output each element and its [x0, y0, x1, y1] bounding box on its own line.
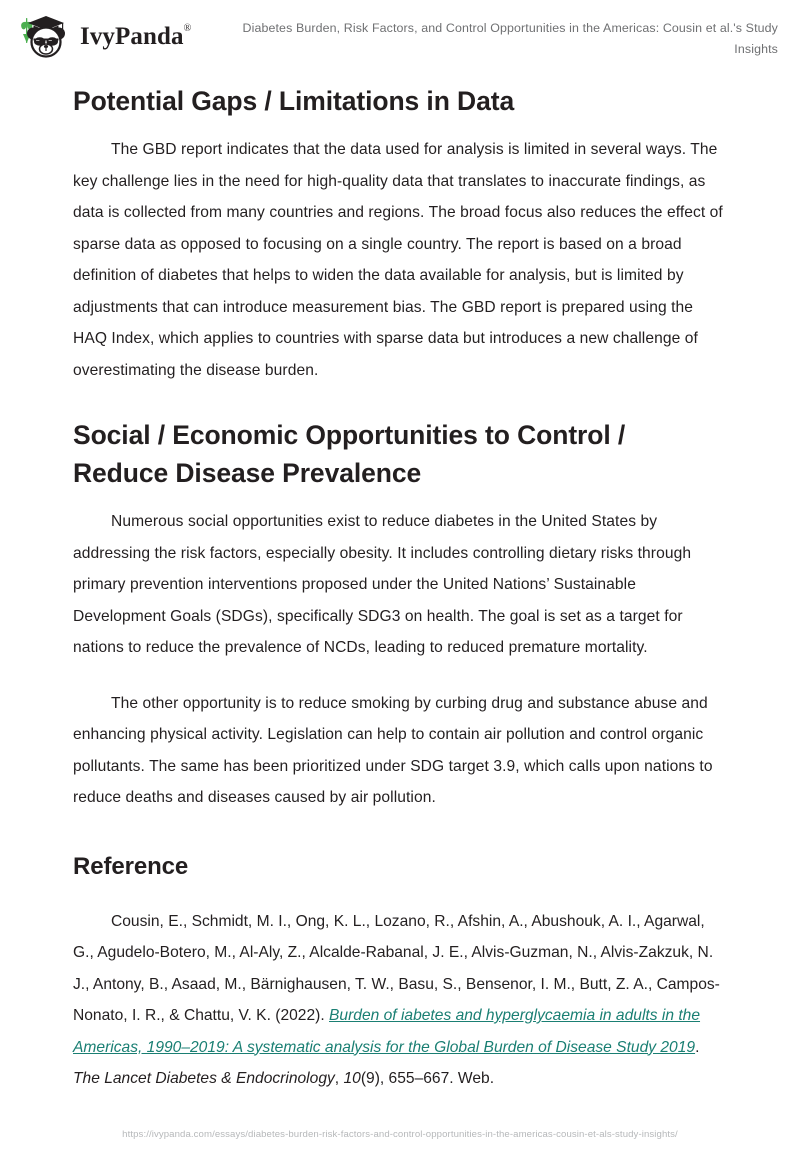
reference-volume-comma: ,	[334, 1070, 344, 1087]
page-footer-url[interactable]: https://ivypanda.com/essays/diabetes-burden-risk-factors-and-control-opportunities-in-the-americas-cousin-et-als-study-insights/	[122, 1129, 678, 1140]
brand-wordmark	[80, 24, 191, 49]
reference-issue-pages: (9), 655–667. Web.	[360, 1070, 495, 1087]
section-heading-reference: Reference	[73, 852, 189, 880]
document-body	[73, 68, 725, 1095]
running-title: Diabetes Burden, Risk Factors, and Control Opportunities in the Americas: Cousin et al.'s Study Insights	[242, 21, 778, 56]
brand-trademark-symbol: ®	[183, 22, 192, 34]
brand-name-text: IvyPanda	[80, 22, 184, 50]
reference-journal: The Lancet Diabetes & Endocrinology	[73, 1070, 335, 1087]
page-header	[0, 0, 800, 66]
section-heading-limitations: Potential Gaps / Limitations in Data	[73, 86, 515, 116]
section-heading-opportunities: Social / Economic Opportunities to Control / Reduce Disease Prevalence	[73, 420, 626, 488]
panda-graduate-logo-icon	[18, 10, 74, 60]
paragraph-smoking-opportunity: The other opportunity is to reduce smoking by curbing drug and substance abuse and enhancing physical activity. Legislation can help to contain air pollution and control organic pollutants. The same has been prioritized under SDG target 3.9, which calls upon nations to reduce deaths and diseases caused by air pollution.	[73, 694, 713, 806]
reference-authors: Cousin, E., Schmidt, M. I., Ong, K. L., Lozano, R., Afshin, A., Abushouk, A. I., Agarwal, G., Agudelo-Botero, M., Al-Aly, Z., Alcalde-Rabanal, J. E., Alvis-Guzman, N., Alvis-Zakzuk, N. J., Antony, B., Asaad, M., Bärnighausen, T. W., Basu, S., Bensenor, I. M., Butt, Z. A., Campos-Nonato, I. R., & Chattu, V. K. (2022).	[73, 912, 720, 1024]
paragraph-limitations: The GBD report indicates that the data used for analysis is limited in several ways. The key challenge lies in the need for high-quality data that translates to inaccurate findings, as data is collected from many countries and regions. The broad focus also reduces the effect of sparse data as opposed to focusing on a single country. The report is based on a broad definition of diabetes that helps to widen the data available for analysis, but is limited by adjustments that can introduce measurement bias. The GBD report is prepared using the HAQ Index, which applies to countries with sparse data but introduces a new challenge of overestimating the disease burden.	[73, 141, 723, 379]
reference-volume: 10	[343, 1070, 361, 1087]
paragraph-social-opportunities: Numerous social opportunities exist to reduce diabetes in the United States by addressing the risk factors, especially obesity. It includes controlling dietary risks through primary prevention interventions proposed under the United Nations’ Sustainable Development Goals (SDGs), specifically SDG3 on health. The goal is set as a target for nations to reduce the prevalence of NCDs, leading to reduced premature mortality.	[73, 513, 692, 656]
reference-separator: .	[695, 1038, 700, 1056]
reference-citation	[73, 906, 725, 1095]
reference-article-link[interactable]: Burden of iabetes and hyperglycaemia in adults in the Americas, 1990–2019: A systematic analysis for the Global Burden of Disease Study 2019	[73, 1007, 701, 1056]
brand-logo[interactable]	[18, 10, 191, 60]
